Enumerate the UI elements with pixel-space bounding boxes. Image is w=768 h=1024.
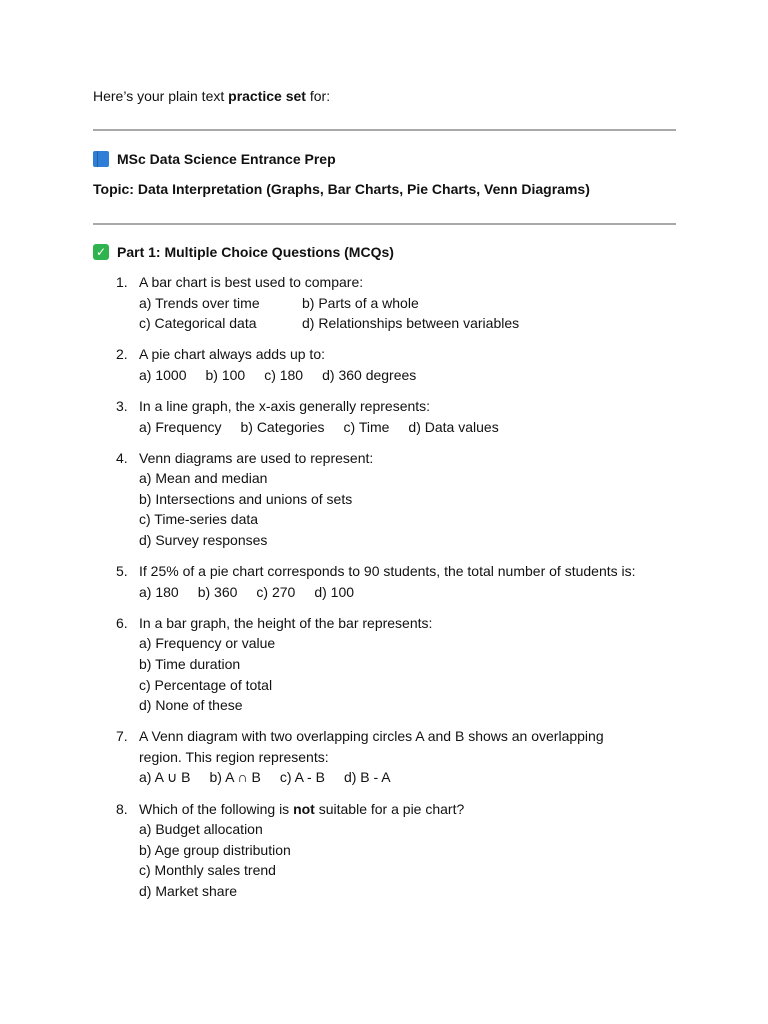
option: a) Budget allocation bbox=[139, 821, 263, 838]
option: b) Parts of a whole bbox=[302, 294, 419, 311]
intro-line bbox=[93, 86, 330, 107]
option: a) Mean and median bbox=[139, 470, 268, 487]
option: d) 100 bbox=[314, 583, 355, 600]
option: b) 100 bbox=[205, 366, 246, 383]
part1-heading bbox=[93, 242, 394, 263]
question-text: A bar chart is best used to compare: bbox=[139, 274, 364, 290]
option: b) Intersections and unions of sets bbox=[139, 490, 353, 507]
question-text-bold: not bbox=[293, 800, 315, 817]
option: c) Categorical data bbox=[139, 315, 257, 332]
question-number: 1. bbox=[116, 274, 128, 290]
question-item bbox=[0, 448, 684, 551]
question-item bbox=[0, 561, 684, 602]
option: a) Frequency or value bbox=[139, 635, 276, 652]
option: a) Trends over time bbox=[139, 294, 260, 311]
question-text: A Venn diagram with two overlapping circles A and B shows an overlapping region. This region represents: bbox=[139, 728, 604, 765]
option: d) None of these bbox=[139, 697, 243, 714]
question-text: A pie chart always adds up to: bbox=[139, 346, 325, 363]
document-title bbox=[93, 149, 336, 170]
topic-line: Topic: Data Interpretation (Graphs, Bar Charts, Pie Charts, Venn Diagrams) bbox=[93, 181, 590, 197]
question-number: 6. bbox=[116, 614, 128, 631]
options-row bbox=[139, 417, 684, 438]
intro-bold: practice set bbox=[228, 88, 306, 104]
question-text-after: suitable for a pie chart? bbox=[314, 800, 465, 817]
question-item bbox=[0, 396, 684, 437]
options-row bbox=[139, 365, 684, 386]
question-text: Venn diagrams are used to represent: bbox=[139, 449, 374, 466]
option: b) Categories bbox=[240, 418, 325, 435]
option: d) Survey responses bbox=[139, 532, 268, 549]
question-text: In a bar graph, the height of the bar represents: bbox=[139, 614, 433, 631]
option: c) Percentage of total bbox=[139, 676, 273, 693]
option: b) Age group distribution bbox=[139, 841, 291, 858]
option: c) Monthly sales trend bbox=[139, 862, 276, 879]
question-number: 5. bbox=[116, 563, 128, 580]
divider bbox=[93, 129, 676, 131]
question-item bbox=[0, 344, 684, 385]
question-item bbox=[0, 726, 684, 788]
question-number: 4. bbox=[116, 449, 128, 466]
title-text: MSc Data Science Entrance Prep bbox=[117, 151, 336, 167]
question-text: If 25% of a pie chart corresponds to 90 students, the total number of students is: bbox=[139, 563, 636, 580]
option: c) A - B bbox=[279, 769, 325, 786]
question-text bbox=[139, 799, 684, 820]
option: b) A ∩ B bbox=[209, 769, 261, 786]
question-item bbox=[0, 799, 684, 902]
question-list bbox=[0, 272, 684, 912]
option: d) Data values bbox=[408, 418, 499, 435]
options-row bbox=[139, 293, 684, 314]
option: d) Market share bbox=[139, 882, 238, 899]
option: b) 360 bbox=[197, 583, 238, 600]
divider bbox=[93, 223, 676, 225]
question-item bbox=[0, 272, 684, 334]
options-row bbox=[139, 767, 639, 788]
option: d) Relationships between variables bbox=[302, 315, 520, 332]
option: d) B - A bbox=[343, 769, 391, 786]
question-number: 2. bbox=[116, 346, 128, 363]
option: a) A ∪ B bbox=[139, 769, 191, 786]
option: b) Time duration bbox=[139, 656, 241, 672]
question-number: 8. bbox=[116, 800, 128, 817]
option: a) 1000 bbox=[139, 366, 187, 383]
intro-prefix: Here’s your plain text bbox=[93, 88, 229, 104]
question-item bbox=[0, 613, 684, 716]
option: a) Frequency bbox=[139, 418, 222, 435]
options-row bbox=[139, 313, 684, 334]
question-number: 3. bbox=[116, 397, 128, 414]
question-number: 7. bbox=[116, 728, 128, 745]
option: a) 180 bbox=[139, 583, 179, 600]
option: c) 180 bbox=[264, 366, 304, 383]
part1-title: Part 1: Multiple Choice Questions (MCQs) bbox=[117, 244, 394, 260]
blue-book-icon bbox=[93, 151, 109, 167]
question-text: In a line graph, the x-axis generally represents: bbox=[139, 397, 431, 414]
option: d) 360 degrees bbox=[322, 366, 417, 383]
option: c) 270 bbox=[256, 583, 296, 600]
option: c) Time-series data bbox=[139, 511, 259, 528]
option: c) Time bbox=[343, 418, 390, 435]
intro-suffix: for: bbox=[305, 88, 331, 104]
options-row bbox=[139, 582, 684, 603]
check-mark-button-icon: ✓ bbox=[93, 244, 109, 260]
question-text-before: Which of the following is bbox=[139, 800, 294, 817]
